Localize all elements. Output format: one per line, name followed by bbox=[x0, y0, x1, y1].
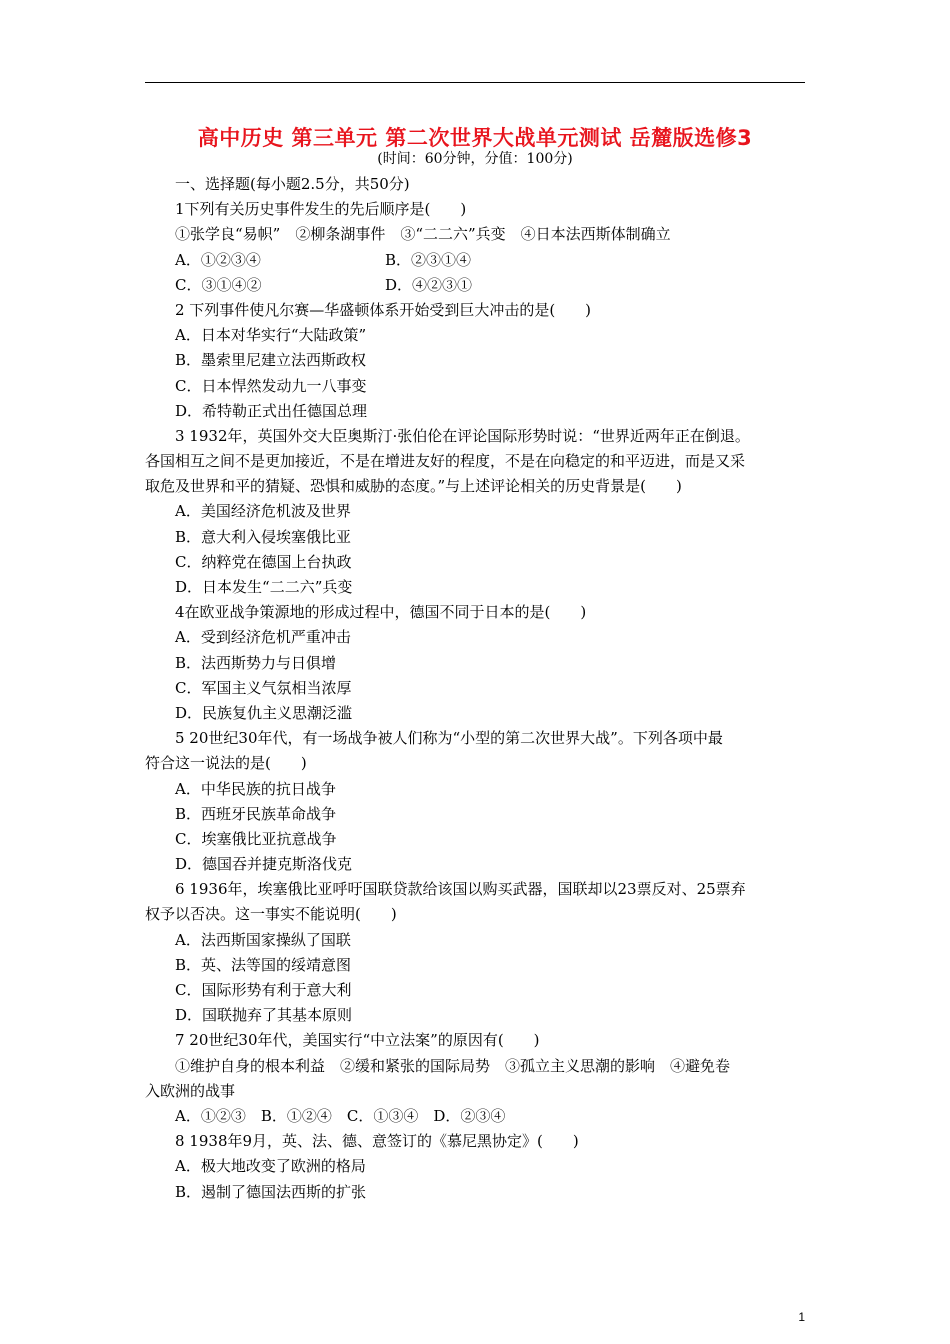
question-7-options: A．①②③ B．①②④ C．①③④ D．②③④ bbox=[175, 1106, 506, 1125]
question-1-option-b: B．②③①④ bbox=[385, 250, 472, 269]
question-7-stem: 7 20世纪30年代，美国实行“中立法案”的原因有( ) bbox=[175, 1031, 540, 1050]
question-4-option-a: A．受到经济危机严重冲击 bbox=[175, 628, 351, 647]
question-6-option-a: A．法西斯国家操纵了国联 bbox=[175, 930, 351, 949]
question-2-option-c: C．日本悍然发动九一八事变 bbox=[175, 376, 367, 395]
question-2-option-d: D．希特勒正式出任德国总理 bbox=[175, 401, 368, 420]
question-3-option-a: A．美国经济危机波及世界 bbox=[175, 502, 351, 521]
question-4-stem: 4在欧亚战争策源地的形成过程中，德国不同于日本的是( ) bbox=[175, 603, 587, 622]
question-5-option-a: A．中华民族的抗日战争 bbox=[175, 779, 336, 798]
question-6-option-b: B．英、法等国的绥靖意图 bbox=[175, 955, 352, 974]
question-6-stem-line1: 6 1936年，埃塞俄比亚呼吁国联贷款给该国以购买武器，国联却以23票反对、25票弃 bbox=[175, 880, 746, 899]
question-2-option-a: A．日本对华实行“大陆政策” bbox=[175, 326, 367, 345]
document-title: 高中历史 第三单元 第二次世界大战单元测试 岳麓版选修3 bbox=[197, 126, 753, 150]
question-1-option-c: C．③①④② bbox=[175, 275, 262, 294]
question-2-stem: 2 下列事件使凡尔赛—华盛顿体系开始受到巨大冲击的是( ) bbox=[175, 300, 592, 319]
question-4-option-c: C．军国主义气氛相当浓厚 bbox=[175, 678, 352, 697]
question-5-option-b: B．西班牙民族革命战争 bbox=[175, 804, 337, 823]
question-1-stem: 1下列有关历史事件发生的先后顺序是( ) bbox=[175, 200, 467, 219]
question-4-option-d: D．民族复仇主义思潮泛滥 bbox=[175, 703, 353, 722]
question-3-stem-line2: 各国相互之间不是更加接近，不是在增进友好的程度，不是在向稳定的和平迈进，而是又采 bbox=[145, 452, 746, 471]
question-6-option-c: C．国际形势有利于意大利 bbox=[175, 981, 352, 999]
question-list bbox=[145, 172, 807, 1205]
question-7-items-line1: ①维护自身的根本利益 ②缓和紧张的国际局势 ③孤立主义思潮的影响 ④避免卷 bbox=[175, 1056, 731, 1075]
question-5-stem-line2: 符合这一说法的是( ) bbox=[145, 754, 307, 773]
question-1-option-a: A．①②③④ bbox=[175, 250, 261, 269]
question-7-items-line2: 入欧洲的战事 bbox=[145, 1081, 236, 1100]
question-3-option-b: B．意大利入侵埃塞俄比亚 bbox=[175, 527, 352, 546]
question-8-stem: 8 1938年9月，英、法、德、意签订的《慕尼黑协定》( ) bbox=[175, 1132, 579, 1151]
question-6-option-d: D．国联抛弃了其基本原则 bbox=[175, 1006, 353, 1025]
question-1-options-row1 bbox=[145, 248, 807, 273]
question-8-option-a: A．极大地改变了欧洲的格局 bbox=[175, 1157, 366, 1176]
question-5-stem-line1: 5 20世纪30年代，有一场战争被人们称为“小型的第二次世界大战”。下列各项中最 bbox=[175, 729, 723, 748]
question-3-option-d: D．日本发生“二二六”兵变 bbox=[175, 578, 353, 596]
question-3-option-c: C．纳粹党在德国上台执政 bbox=[175, 552, 352, 571]
question-3-stem-line1: 3 1932年，英国外交大臣奥斯汀·张伯伦在评论国际形势时说：“世界近两年正在倒退。 bbox=[175, 426, 750, 445]
question-8-option-b: B．遏制了德国法西斯的扩张 bbox=[175, 1182, 367, 1201]
question-6-stem-line2: 权予以否决。这一事实不能说明( ) bbox=[145, 905, 397, 924]
section-heading: 一、选择题(每小题2.5分，共50分) bbox=[175, 175, 410, 193]
question-5-option-c: C．埃塞俄比亚抗意战争 bbox=[175, 829, 337, 848]
question-3-stem-line3: 取危及世界和平的猜疑、恐惧和威胁的态度。”与上述评论相关的历史背景是( ) bbox=[145, 477, 682, 496]
question-5-option-d: D．德国吞并捷克斯洛伐克 bbox=[175, 855, 353, 874]
question-2-option-b: B．墨索里尼建立法西斯政权 bbox=[175, 351, 367, 370]
header-rule bbox=[145, 82, 805, 83]
question-4-option-b: B．法西斯势力与日俱增 bbox=[175, 653, 337, 672]
question-1-items: ①张学良“易帜” ②柳条湖事件 ③“二二六”兵变 ④日本法西斯体制确立 bbox=[175, 225, 671, 244]
question-1-option-d: D．④②③① bbox=[385, 275, 473, 294]
document-subtitle: (时间：60分钟，分值：100分) bbox=[377, 151, 573, 167]
question-1-options-row2 bbox=[145, 273, 807, 298]
page-number: 1 bbox=[798, 1310, 805, 1324]
